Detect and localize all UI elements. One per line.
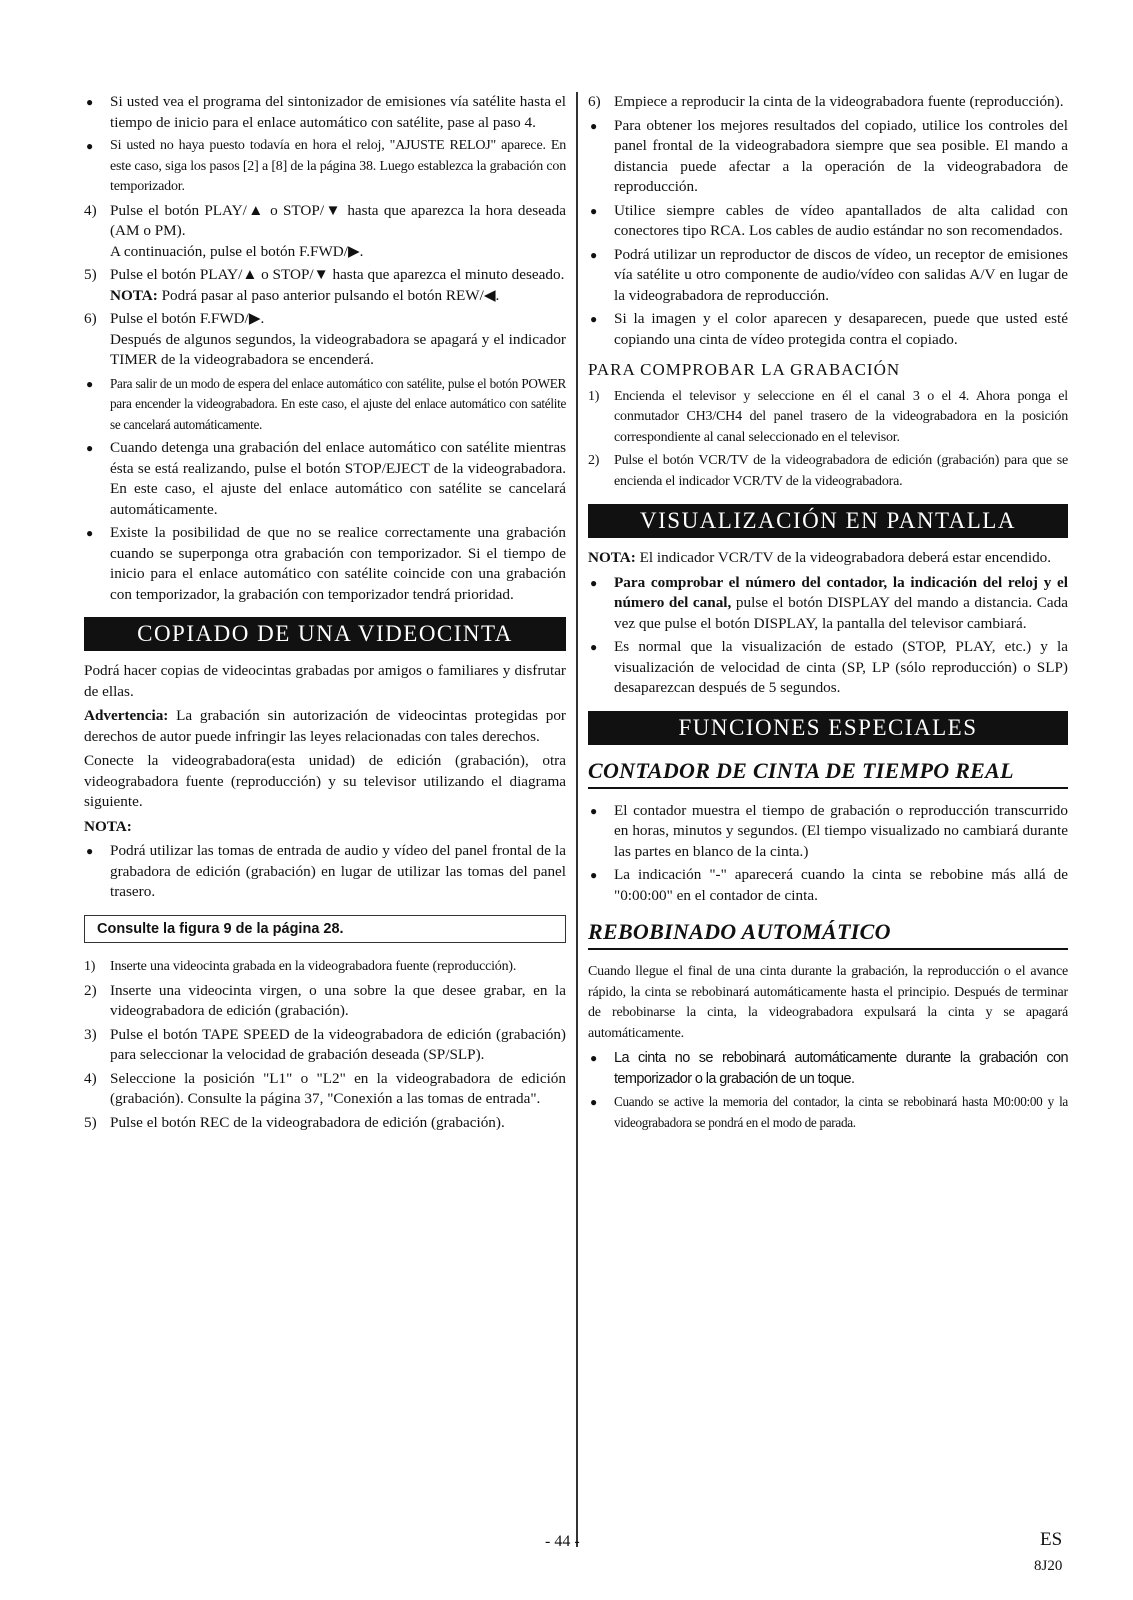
step-number: 6) [588,93,601,110]
step-continuation: Después de algunos segundos, la videograbadora se apagará y el indicador TIMER de la videograbadora se encenderá. [110,330,566,368]
check-recording-heading: PARA COMPROBAR LA GRABACIÓN [588,360,901,379]
figure-reference: Consulte la figura 9 de la página 28. [84,915,566,944]
step-text: Pulse el botón VCR/TV de la videograbadora de edición (grabación) para que se encienda el indicador VCR/TV de la videograbadora. [614,453,1068,489]
check-step [588,451,1068,492]
step-text: Pulse el botón F.FWD/▶. [110,310,265,327]
page-number: - 44 - [545,1533,580,1550]
step-text: Seleccione la posición "L1" o "L2" en la videograbadora de edición (grabación). Consulte la página 37, "Conexión a las tomas de entrada". [110,1069,566,1107]
rewind-heading: REBOBINADO AUTOMÁTICO [588,918,1068,950]
step-number: 4) [84,1069,97,1087]
list-item: ● Es normal que la visualización de estado (STOP, PLAY, etc.) y la visualización de velocidad de cinta (SP, LP (sólo reproducción) o SLP) desaparezcan después de 5 segundos. [588,637,1068,699]
rewind-paragraph: Cuando llegue el final de una cinta durante la grabación, la reproducción o el avance rápido, la cinta se rebobinará automáticamente hasta el principio. Después de terminar de rebobinarse la cinta, la videograbadora expulsará la cinta y se apagará automáticamente. [588,964,1068,1041]
nota-label: NOTA: [84,817,132,835]
step-number: 2) [84,981,97,999]
step-text: Inserte una videocinta grabada en la videograbadora fuente (reproducción). [110,959,517,974]
step-5 [84,265,566,306]
list-item: ● Cuando detenga una grabación del enlace automático con satélite mientras ésta se está realizando, pulse el botón STOP/EJECT de la videograbadora. En este caso, el ajuste del enlace automático con satélite se cancelará automáticamente. [84,438,566,520]
left-column [84,92,566,1136]
list-item: ● Cuando se active la memoria del contador, la cinta se rebobinará hasta M0:00:00 y la videograbadora se pondrá en el modo de parada. [588,1092,1068,1133]
copy-step [84,1069,566,1110]
section-banner-copy: COPIADO DE UNA VIDEOCINTA [84,617,566,651]
column-divider [576,92,578,1547]
list-item: ● Para salir de un modo de espera del enlace automático con satélite, pulse el botón POWER para encender la videograbadora. En este caso, el ajuste del enlace automático con satélite se cancelará automáticamente. [84,374,566,436]
step-4 [84,201,566,263]
list-item: ● Podrá utilizar las tomas de entrada de audio y vídeo del panel frontal de la grabadora de edición (grabación) en lugar de utilizar las tomas del panel trasero. [84,841,566,903]
document-code: 8J20 [1034,1558,1063,1574]
list-item: ● Existe la posibilidad de que no se realice correctamente una grabación cuando se superponga otra grabación con temporizador. Si el tiempo de inicio para el enlace automático con satélite coincide con una grabación con temporizador, la grabación con temporizador tendrá prioridad. [84,523,566,605]
section-banner-special: FUNCIONES ESPECIALES [588,711,1068,745]
list-item: ● Para comprobar el número del contador, la indicación del reloj y el número del canal, pulse el botón DISPLAY del mando a distancia. Cada vez que pulse el botón DISPLAY, la pantalla del televisor cambiará. [588,573,1068,635]
step-number: 2) [588,453,600,468]
step-number: 6) [84,310,97,327]
warning-paragraph: Advertencia: La grabación sin autorización de videocintas protegidas por derechos de autor puede infringir las leyes relacionadas con tales derechos. [84,707,566,745]
list-item: ● El contador muestra el tiempo de grabación o reproducción transcurrido en horas, minutos y segundos. (El tiempo visualizado no cambiará durante las partes en blanco de la cinta.) [588,801,1068,863]
step-text: Pulse el botón TAPE SPEED de la videograbadora de edición (grabación) para seleccionar la velocidad de grabación deseada (SP/SLP). [110,1025,566,1063]
language-code: ES [1040,1529,1063,1550]
connect-paragraph: Conecte la videograbadora(esta unidad) de edición (grabación), otra videograbadora fuente (reproducción) y su televisor utilizando el diagrama siguiente. [84,752,566,810]
copy-step [84,1025,566,1066]
display-note: NOTA: El indicador VCR/TV de la videograbadora deberá estar encendido. [588,549,1052,566]
step-number: 1) [588,388,600,404]
list-item: ● Podrá utilizar un reproductor de discos de vídeo, un receptor de emisiones vía satélite u otro componente de audio/vídeo con salidas A/V en lugar de la videograbadora de reproducción. [588,245,1068,307]
check-step [588,387,1068,449]
step-number: 4) [84,201,97,219]
right-column [588,92,1068,1136]
step-text: Empiece a reproducir la cinta de la videograbadora fuente (reproducción). [614,93,1064,110]
list-item: ● Si usted vea el programa del sintonizador de emisiones vía satélite hasta el tiempo de inicio para el enlace automático con satélite, pase al paso 4. [84,92,566,133]
list-item: ● Si la imagen y el color aparecen y desaparecen, puede que usted esté copiando una cinta de vídeo protegida contra el copiado. [588,309,1068,350]
copy-intro: Podrá hacer copias de videocintas grabadas por amigos o familiares y disfrutar de ellas. [84,662,566,700]
step-number: 1) [84,959,96,974]
section-banner-display: VISUALIZACIÓN EN PANTALLA [588,504,1068,538]
step-number: 5) [84,1113,97,1131]
list-item: ● Para obtener los mejores resultados del copiado, utilice los controles del panel frontal de la videograbadora siempre que sea posible. El mando a distancia puede afectar a la operación de la videograbadora de reproducción. [588,116,1068,198]
list-item: ● Utilice siempre cables de vídeo apantallados de alta calidad con conectores tipo RCA. Los cables de audio estándar no son recomendados. [588,201,1068,242]
copy-step [84,957,566,978]
step-6 [84,309,566,371]
counter-heading: CONTADOR DE CINTA DE TIEMPO REAL [588,757,1068,789]
step-note: NOTA: Podrá pasar al paso anterior pulsando el botón REW/◀. [110,286,500,304]
step-text: Pulse el botón PLAY/▲ o STOP/▼ hasta que aparezca la hora deseada (AM o PM). [110,201,566,239]
step-continuation: A continuación, pulse el botón F.FWD/▶. [110,242,364,260]
step-text: Inserte una videocinta virgen, o una sobre la que desee grabar, en la videograbadora de edición (grabación). [110,981,566,1019]
step-number: 3) [84,1025,97,1043]
step-number: 5) [84,266,97,283]
copy-step [84,981,566,1022]
list-item: ● La cinta no se rebobinará automáticamente durante la grabación con temporizador o la grabación de un toque. [588,1048,1068,1089]
copy-step [84,1113,566,1134]
step-text: Pulse el botón REC de la videograbadora de edición (grabación). [110,1113,505,1131]
list-item: ● Si usted no haya puesto todavía en hora el reloj, "AJUSTE RELOJ" aparece. En este caso, siga los pasos [2] a [8] de la página 38. Luego establezca la grabación con temporizador. [84,136,566,198]
step-text: Encienda el televisor y seleccione en él el canal 3 o el 4. Ahora ponga el conmutador CH3/CH4 del panel trasero de la videograbadora en la posición correspondiente al canal seleccionado en el televisor. [614,388,1068,445]
copy-step-6 [588,92,1068,113]
list-item: ● La indicación "-" aparecerá cuando la cinta se rebobine más allá de "0:00:00" en el contador de cinta. [588,865,1068,906]
step-text: Pulse el botón PLAY/▲ o STOP/▼ hasta que aparezca el minuto deseado. [110,266,565,283]
